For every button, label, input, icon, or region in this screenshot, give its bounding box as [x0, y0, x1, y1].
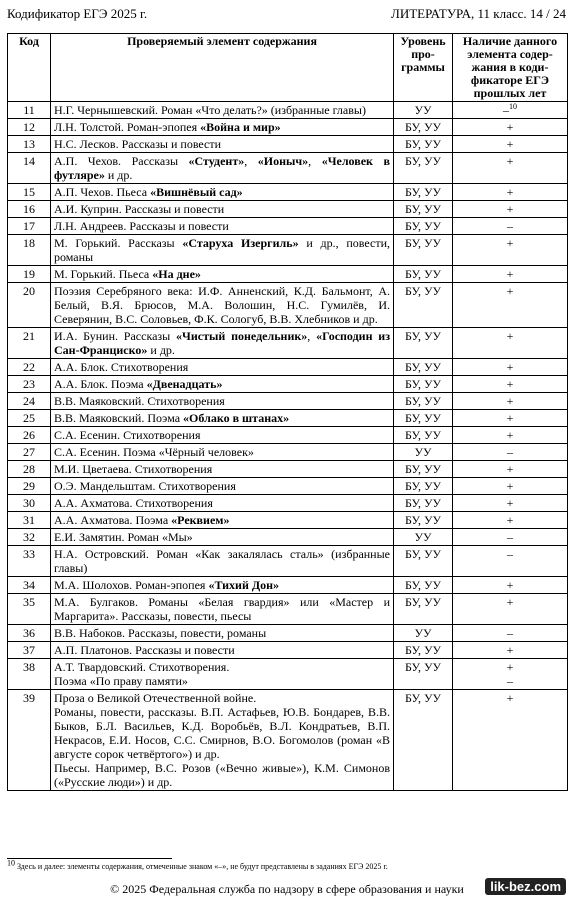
row-element: Е.И. Замятин. Роман «Мы» — [51, 529, 394, 546]
header-left: Кодификатор ЕГЭ 2025 г. — [7, 6, 148, 21]
row-code: 30 — [8, 495, 51, 512]
row-level: БУ, УУ — [394, 546, 453, 577]
page-header — [7, 6, 566, 24]
row-availability: + — [453, 495, 568, 512]
row-element: И.А. Бунин. Рассказы «Чистый понедельник», «Господин из Сан-Франциско» и др. — [51, 328, 394, 359]
row-element: О.Э. Мандельштам. Стихотворения — [51, 478, 394, 495]
row-code: 28 — [8, 461, 51, 478]
row-element: М.А. Шолохов. Роман-эпопея «Тихий Дон» — [51, 577, 394, 594]
row-element: М.И. Цветаева. Стихотворения — [51, 461, 394, 478]
footnote — [7, 858, 388, 871]
row-availability: – — [453, 444, 568, 461]
row-level: УУ — [394, 444, 453, 461]
table-row — [8, 512, 568, 529]
row-code: 16 — [8, 201, 51, 218]
row-level: БУ, УУ — [394, 594, 453, 625]
row-code: 33 — [8, 546, 51, 577]
table-row — [8, 642, 568, 659]
row-level: БУ, УУ — [394, 153, 453, 184]
row-code: 13 — [8, 136, 51, 153]
row-level: БУ, УУ — [394, 478, 453, 495]
row-level: БУ, УУ — [394, 512, 453, 529]
row-code: 26 — [8, 427, 51, 444]
row-code: 21 — [8, 328, 51, 359]
row-level: БУ, УУ — [394, 410, 453, 427]
table-row — [8, 266, 568, 283]
row-availability: + — [453, 393, 568, 410]
row-availability: + — [453, 461, 568, 478]
table-row — [8, 461, 568, 478]
row-level: БУ, УУ — [394, 659, 453, 690]
row-availability: + — [453, 478, 568, 495]
row-availability: + — [453, 153, 568, 184]
row-element: А.А. Ахматова. Поэма «Реквием» — [51, 512, 394, 529]
table-row — [8, 529, 568, 546]
row-code: 23 — [8, 376, 51, 393]
table-row — [8, 153, 568, 184]
row-code: 36 — [8, 625, 51, 642]
table-row — [8, 478, 568, 495]
row-element: А.П. Чехов. Рассказы «Студент», «Ионыч», «Человек в футляре» и др. — [51, 153, 394, 184]
table-row — [8, 546, 568, 577]
table-row — [8, 184, 568, 201]
table-row — [8, 495, 568, 512]
footnote-ref: 10 — [509, 102, 517, 111]
row-availability: + — [453, 119, 568, 136]
row-code: 38 — [8, 659, 51, 690]
row-level: БУ, УУ — [394, 495, 453, 512]
row-element: Н.А. Островский. Роман «Как закалялась сталь» (избранные главы) — [51, 546, 394, 577]
row-availability: + — [453, 690, 568, 791]
row-availability: + — [453, 427, 568, 444]
row-availability: –$^{10}$ — [453, 102, 568, 119]
row-level: УУ — [394, 529, 453, 546]
row-element: Проза о Великой Отечественной войне. Романы, повести, рассказы. В.П. Астафьев, Ю.В. Бондарев, В.В. Быков, Б.Л. Васильев, К.Д. Воробьёв, В.Л. Кондратьев, В.П. Некрасов, Е.И. Носов, С.С. Смирнов, В.О. Богомолов (роман «В августе сорок четвёртого») и др. Пьесы. Например, В.С. Розов («Вечно живые»), К.М. Симонов («Русские люди») и др. — [51, 690, 394, 791]
row-availability: + — [453, 594, 568, 625]
row-element: А.А. Блок. Стихотворения — [51, 359, 394, 376]
row-code: 12 — [8, 119, 51, 136]
row-availability: + — [453, 376, 568, 393]
row-level: БУ, УУ — [394, 427, 453, 444]
table-header-row — [8, 34, 568, 102]
footnote-text: Здесь и далее: элементы содержания, отмеченные знаком «–», не будут представлены в заданиях ЕГЭ 2025 г. — [17, 862, 388, 871]
row-level: БУ, УУ — [394, 642, 453, 659]
row-availability: + — [453, 136, 568, 153]
table-row — [8, 393, 568, 410]
row-level: БУ, УУ — [394, 201, 453, 218]
row-code: 27 — [8, 444, 51, 461]
row-code: 15 — [8, 184, 51, 201]
row-element: Поэзия Серебряного века: И.Ф. Анненский, К.Д. Бальмонт, А. Белый, В.Я. Брюсов, М.А. Волошин, Н.С. Гумилёв, И. Северянин, В.С. Соловьев, Ф.К. Сологуб, В.В. Хлебников и др. — [51, 283, 394, 328]
table-row — [8, 283, 568, 328]
table-row — [8, 594, 568, 625]
row-element: С.А. Есенин. Стихотворения — [51, 427, 394, 444]
row-level: БУ, УУ — [394, 328, 453, 359]
row-element: А.П. Чехов. Пьеса «Вишнёвый сад» — [51, 184, 394, 201]
row-level: БУ, УУ — [394, 218, 453, 235]
table-row — [8, 625, 568, 642]
row-level: УУ — [394, 102, 453, 119]
row-level: БУ, УУ — [394, 376, 453, 393]
row-element: Л.Н. Толстой. Роман-эпопея «Война и мир» — [51, 119, 394, 136]
row-availability: + — [453, 328, 568, 359]
row-code: 14 — [8, 153, 51, 184]
row-code: 24 — [8, 393, 51, 410]
row-element: А.Т. Твардовский. Стихотворения. Поэма «По праву памяти» — [51, 659, 394, 690]
row-availability: + — [453, 201, 568, 218]
row-element: М.А. Булгаков. Романы «Белая гвардия» или «Мастер и Маргарита». Рассказы, повести, пьесы — [51, 594, 394, 625]
row-level: БУ, УУ — [394, 235, 453, 266]
row-code: 20 — [8, 283, 51, 328]
row-code: 18 — [8, 235, 51, 266]
table-row — [8, 119, 568, 136]
page-footer: © 2025 Федеральная служба по надзору в сфере образования и науки — [110, 882, 464, 896]
row-element: В.В. Маяковский. Поэма «Облако в штанах» — [51, 410, 394, 427]
table-row — [8, 659, 568, 690]
row-code: 17 — [8, 218, 51, 235]
table-row — [8, 235, 568, 266]
row-level: БУ, УУ — [394, 283, 453, 328]
table-row — [8, 136, 568, 153]
table-row — [8, 427, 568, 444]
row-availability: – — [453, 529, 568, 546]
table-row — [8, 376, 568, 393]
table-row — [8, 690, 568, 791]
row-level: БУ, УУ — [394, 119, 453, 136]
row-availability: – — [453, 546, 568, 577]
table-row — [8, 328, 568, 359]
table-row — [8, 444, 568, 461]
column-header-element: Проверяемый элемент содержания — [51, 34, 394, 102]
table-row — [8, 201, 568, 218]
row-code: 25 — [8, 410, 51, 427]
row-availability: + — [453, 410, 568, 427]
row-element: В.В. Набоков. Рассказы, повести, романы — [51, 625, 394, 642]
row-availability: + — [453, 577, 568, 594]
table-row — [8, 102, 568, 119]
row-level: БУ, УУ — [394, 393, 453, 410]
row-code: 11 — [8, 102, 51, 119]
row-element: А.П. Платонов. Рассказы и повести — [51, 642, 394, 659]
row-element: А.А. Блок. Поэма «Двенадцать» — [51, 376, 394, 393]
header-right: ЛИТЕРАТУРА, 11 класс. 14 / 24 — [391, 6, 566, 21]
row-availability: + – — [453, 659, 568, 690]
row-level: БУ, УУ — [394, 690, 453, 791]
row-availability: + — [453, 235, 568, 266]
row-availability: – — [453, 625, 568, 642]
row-code: 34 — [8, 577, 51, 594]
row-availability: + — [453, 512, 568, 529]
row-code: 31 — [8, 512, 51, 529]
row-availability: + — [453, 642, 568, 659]
codifier-table — [7, 33, 568, 791]
row-code: 19 — [8, 266, 51, 283]
footnote-mark: 10 — [7, 858, 15, 868]
row-level: БУ, УУ — [394, 359, 453, 376]
row-element: Н.Г. Чернышевский. Роман «Что делать?» (избранные главы) — [51, 102, 394, 119]
row-element: А.А. Ахматова. Стихотворения — [51, 495, 394, 512]
row-level: БУ, УУ — [394, 184, 453, 201]
row-element: М. Горький. Пьеса «На дне» — [51, 266, 394, 283]
row-level: БУ, УУ — [394, 461, 453, 478]
table-body — [8, 102, 568, 791]
row-element: Н.С. Лесков. Рассказы и повести — [51, 136, 394, 153]
row-code: 22 — [8, 359, 51, 376]
row-code: 32 — [8, 529, 51, 546]
column-header-code: Код — [8, 34, 51, 102]
table-row — [8, 218, 568, 235]
watermark-logo: lik-bez.com — [485, 878, 566, 895]
row-code: 29 — [8, 478, 51, 495]
row-level: БУ, УУ — [394, 266, 453, 283]
row-element: А.И. Куприн. Рассказы и повести — [51, 201, 394, 218]
row-level: БУ, УУ — [394, 136, 453, 153]
row-availability: + — [453, 283, 568, 328]
row-element: Л.Н. Андреев. Рассказы и повести — [51, 218, 394, 235]
row-element: С.А. Есенин. Поэма «Чёрный человек» — [51, 444, 394, 461]
row-code: 39 — [8, 690, 51, 791]
row-availability: + — [453, 184, 568, 201]
row-element: В.В. Маяковский. Стихотворения — [51, 393, 394, 410]
row-availability: – — [453, 218, 568, 235]
row-level: БУ, УУ — [394, 577, 453, 594]
row-code: 35 — [8, 594, 51, 625]
row-code: 37 — [8, 642, 51, 659]
row-element: М. Горький. Рассказы «Старуха Изергиль» и др., повести, романы — [51, 235, 394, 266]
table-row — [8, 410, 568, 427]
row-level: УУ — [394, 625, 453, 642]
table-row — [8, 359, 568, 376]
column-header-availability: Наличие данного элемента содер-жания в коди-фикаторе ЕГЭ прошлых лет — [453, 34, 568, 102]
column-header-level: Уровень про-граммы — [394, 34, 453, 102]
row-availability: + — [453, 266, 568, 283]
footnote-divider — [7, 858, 172, 859]
row-availability: + — [453, 359, 568, 376]
table-row — [8, 577, 568, 594]
